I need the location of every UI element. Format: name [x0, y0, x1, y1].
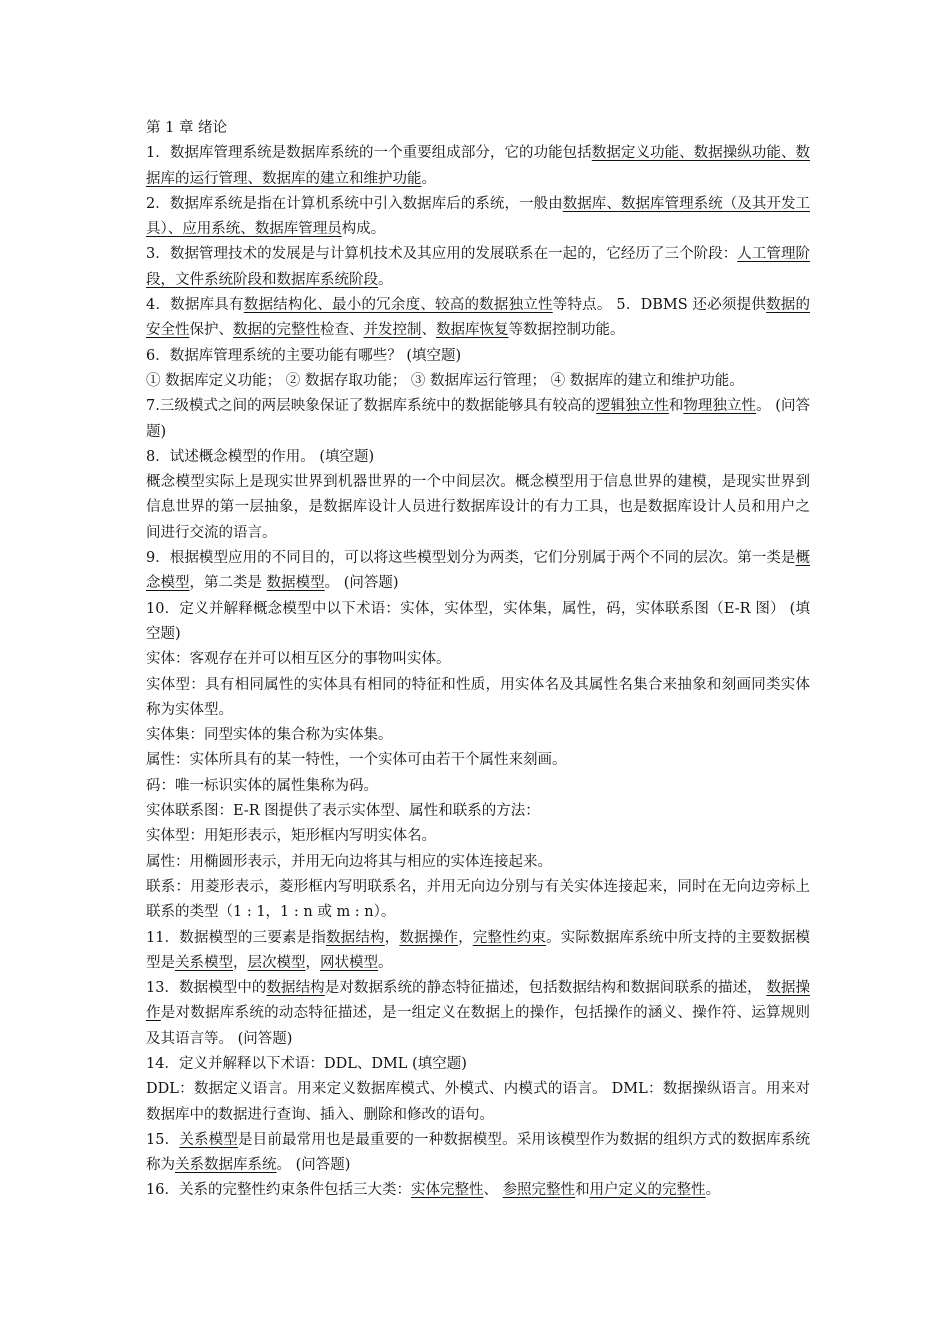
underlined-answer: 关系模型: [175, 954, 233, 971]
paragraph: [146, 1178, 810, 1203]
text-run: 是对数据库系统的动态特征描述，是一组定义在数据上的操作，包括操作的涵义、操作符、运算规则及其语言等。 (问答题): [146, 1005, 811, 1047]
text-run: 。: [421, 170, 436, 187]
text-run: 是目前最常用也是最重要的一种数据模型。采用该模型作为数据的组织方式的数据库系统称为: [146, 1131, 810, 1174]
text-run: 、: [483, 1182, 503, 1199]
paragraph: [146, 470, 810, 546]
text-run: ① 数据库定义功能； ② 数据存取功能； ③ 数据库运行管理； ④ 数据库的建立和维护功能。: [146, 372, 744, 389]
text-run: ，: [305, 954, 320, 971]
underlined-answer: 层次模型: [247, 954, 306, 971]
underlined-answer: 参照完整性: [502, 1182, 576, 1199]
text-run: 8．试述概念模型的作用。 (填空题): [146, 448, 375, 465]
text-run: 属性：实体所具有的某一特性，一个实体可由若干个属性来刻画。: [146, 752, 567, 769]
text-run: 。: [378, 954, 393, 971]
text-run: 。 (问答题): [324, 575, 399, 592]
underlined-answer: 数据结构化、最小的冗余度、较高的数据独立性: [243, 297, 553, 314]
text-run: 。 (问答题): [146, 398, 811, 440]
text-run: 10．定义并解释概念模型中以下术语：实体，实体型，实体集，属性，码，实体联系图（E-R 图） (填空题): [146, 600, 810, 642]
text-run: 9．根据模型应用的不同目的，可以将这些模型划分为两类，它们分别属于两个不同的层次。第一类是: [146, 550, 796, 567]
paragraph: [146, 748, 810, 773]
text-run: 15．: [146, 1131, 180, 1148]
text-run: 实体集：同型实体的集合称为实体集。: [146, 727, 393, 744]
paragraph: [146, 673, 810, 724]
text-run: ，第二类是: [189, 575, 267, 592]
paragraph: [146, 242, 810, 293]
paragraph: [146, 192, 810, 243]
text-run: 3．数据管理技术的发展是与计算机技术及其应用的发展联系在一起的，它经历了三个阶段：: [146, 246, 738, 263]
text-run: 实体：客观存在并可以相互区分的事物叫实体。: [146, 651, 451, 668]
underlined-answer: 并发控制: [363, 322, 422, 339]
text-run: 检查、: [320, 322, 364, 339]
text-run: ，: [233, 954, 248, 971]
text-run: 1．数据库管理系统是数据库系统的一个重要组成部分，它的功能包括: [146, 145, 592, 162]
underlined-answer: 数据的安全性: [146, 297, 810, 339]
text-run: 11．数据模型的三要素是指: [146, 929, 327, 946]
paragraph: [146, 344, 810, 369]
paragraph: [146, 875, 810, 926]
text-run: 6．数据库管理系统的主要功能有哪些？ (填空题): [146, 347, 462, 364]
paragraph: [146, 369, 810, 394]
text-run: 。 (问答题): [276, 1157, 351, 1174]
text-run: 等数据控制功能。: [508, 322, 625, 339]
underlined-answer: 关系数据库系统: [175, 1157, 277, 1174]
underlined-answer: 数据的完整性: [233, 322, 320, 339]
paragraph: [146, 293, 810, 344]
paragraph: [146, 723, 810, 748]
underlined-answer: 完整性约束: [472, 929, 547, 946]
underlined-answer: 网状模型: [320, 954, 378, 971]
underlined-answer: 数据模型: [266, 575, 325, 592]
paragraph: [146, 1052, 810, 1077]
paragraph: [146, 546, 810, 597]
underlined-answer: 用户定义的完整性: [589, 1182, 706, 1199]
underlined-answer: 数据库、数据库管理系统（及其开发工具）、应用系统、数据库管理员: [146, 195, 810, 238]
text-run: 构成。: [341, 221, 386, 238]
text-run: 。实际数据库系统中所支持的主要数据模型是: [146, 929, 811, 971]
text-run: DDL：数据定义语言。用来定义数据库模式、外模式、内模式的语言。 DML：数据操纵语言。用来对数据库中的数据进行查询、插入、删除和修改的语句。: [146, 1081, 810, 1123]
underlined-answer: 概念模型: [146, 550, 810, 592]
text-run: 13．数据模型中的: [146, 980, 267, 997]
paragraph: [146, 141, 810, 192]
paragraph: [146, 926, 810, 977]
text-run: 2．数据库系统是指在计算机系统中引入数据库后的系统，一般由: [146, 195, 563, 212]
text-run: 。: [705, 1182, 721, 1199]
text-run: 实体联系图：E-R 图提供了表示实体型、属性和联系的方法：: [146, 803, 540, 820]
paragraph: [146, 1128, 810, 1179]
document-body: [146, 116, 810, 1204]
text-run: 第 1 章 绪论: [146, 120, 228, 136]
chapter-title: [146, 116, 810, 141]
underlined-answer: 数据操作: [399, 929, 459, 946]
paragraph: [146, 774, 810, 799]
text-run: 概念模型实际上是现实世界到机器世界的一个中间层次。概念模型用于信息世界的建模，是现实世界到信息世界的第一层抽象，是数据库设计人员进行数据库设计的有力工具，也是数据库设计人员和用户之间进行交流的语言。: [146, 474, 810, 541]
text-run: 等特点。 5．DBMS 还必须提供: [552, 297, 767, 314]
text-run: ，: [458, 929, 473, 946]
text-run: 码：唯一标识实体的属性集称为码。: [146, 777, 378, 794]
text-run: 14．定义并解释以下术语：DDL、DML (填空题): [146, 1055, 467, 1072]
text-run: 和: [575, 1182, 590, 1199]
underlined-answer: 逻辑独立性: [596, 398, 669, 415]
paragraph: [146, 647, 810, 672]
paragraph: [146, 976, 810, 1052]
underlined-answer: 数据定义功能、数据操纵功能、数据库的运行管理、数据库的建立和维护功能: [146, 145, 811, 187]
text-run: 16．关系的完整性约束条件包括三大类：: [146, 1182, 411, 1199]
paragraph: [146, 799, 810, 824]
text-run: 。: [378, 271, 393, 288]
underlined-answer: 数据操作: [146, 980, 811, 1022]
text-run: ，: [384, 929, 400, 946]
paragraph: [146, 597, 810, 648]
paragraph: [146, 1077, 810, 1128]
underlined-answer: 关系模型: [179, 1131, 238, 1148]
text-run: 保护、: [189, 322, 233, 339]
text-run: 联系：用菱形表示，菱形框内写明联系名，并用无向边分别与有关实体连接起来，同时在无向边旁标上联系的类型（1 : 1，1 : n 或 m : n）。: [146, 878, 810, 921]
text-run: 是对数据系统的静态特征描述，包括数据结构和数据间联系的描述，: [324, 980, 767, 997]
text-run: 属性：用椭圆形表示，并用无向边将其与相应的实体连接起来。: [146, 853, 552, 870]
text-run: 实体型：用矩形表示，矩形框内写明实体名。: [146, 828, 436, 845]
text-run: 和: [668, 398, 684, 415]
paragraph: [146, 445, 810, 470]
text-run: 实体型：具有相同属性的实体具有相同的特征和性质，用实体名及其属性名集合来抽象和刻画同类实体称为实体型。: [146, 676, 810, 718]
text-run: 4．数据库具有: [146, 297, 244, 314]
paragraph: [146, 850, 810, 875]
underlined-answer: 实体完整性: [410, 1182, 484, 1199]
underlined-answer: 人工管理阶段，文件系统阶段和数据库系统阶段: [146, 246, 810, 288]
text-run: 、: [421, 322, 436, 339]
underlined-answer: 数据结构: [266, 980, 325, 997]
text-run: 7.三级模式之间的两层映象保证了数据库系统中的数据能够具有较高的: [146, 398, 597, 415]
paragraph: [146, 394, 810, 445]
underlined-answer: 物理独立性: [683, 398, 757, 415]
underlined-answer: 数据库恢复: [436, 322, 509, 339]
paragraph: [146, 824, 810, 849]
underlined-answer: 数据结构: [326, 929, 385, 946]
